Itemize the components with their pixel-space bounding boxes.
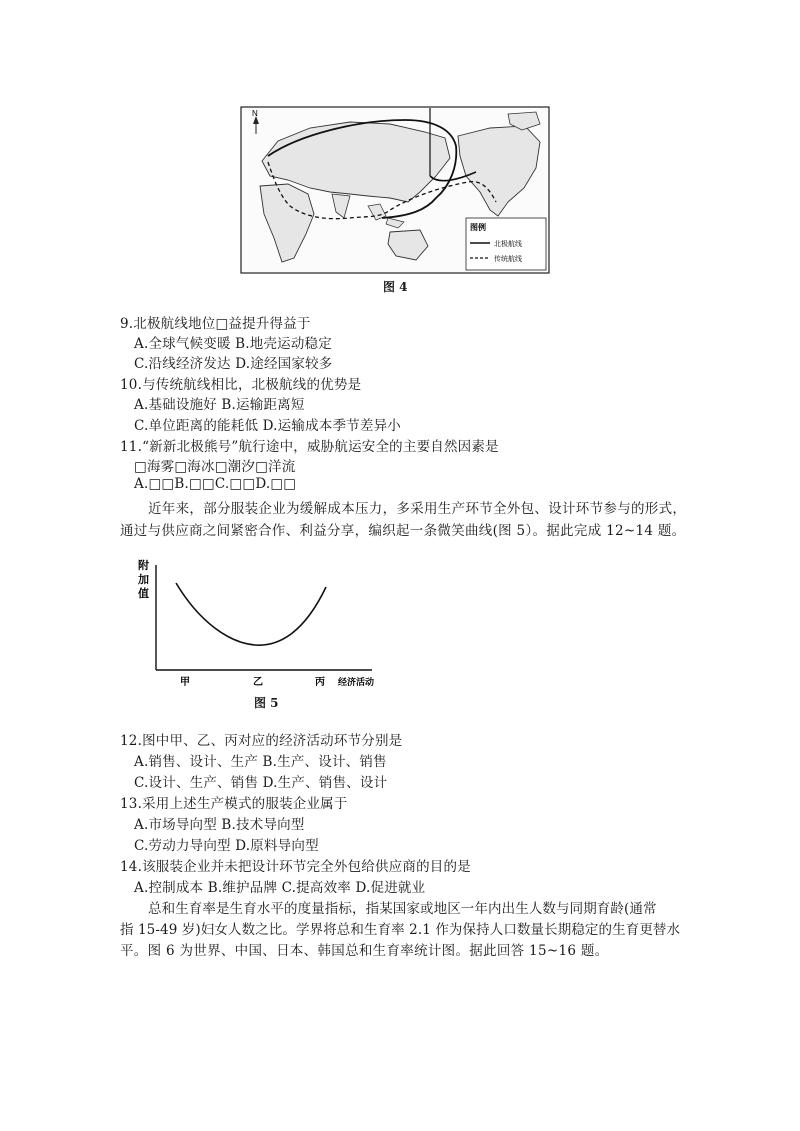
question-9-stem: 9.北极航线地位□益提升得益于: [120, 316, 311, 332]
figure4-caption: 图 4: [383, 280, 408, 294]
question-12-options-cd: C.设计、生产、销售 D.生产、销售、设计: [134, 775, 388, 791]
figure5-caption: 图 5: [254, 696, 279, 710]
x-tick-bing: 丙: [315, 677, 325, 688]
y-axis-label-2: 加: [138, 573, 149, 586]
question-11-stem: 11.“新新北极熊号”航行途中，威胁航运安全的主要自然因素是: [120, 439, 499, 455]
y-axis-label-3: 值: [138, 587, 149, 600]
smile-curve: [176, 583, 326, 645]
question-10-options-ab: A.基础设施好 B.运输距离短: [134, 397, 305, 413]
passage-fig6-line3: 平。图 6 为世界、中国、日本、韩国总和生育率统计图。据此回答 15~16 题。: [120, 943, 609, 959]
legend-arctic-label: 北极航线: [494, 240, 522, 248]
question-11-options: A.□□B.□□C.□□D.□□: [134, 476, 297, 492]
question-12-stem: 12.图中甲、乙、丙对应的经济活动环节分别是: [120, 733, 403, 749]
legend-title: 图例: [470, 223, 486, 232]
legend-traditional-label: 传统航线: [494, 255, 522, 263]
north-label: N: [252, 109, 258, 118]
question-9-options-ab: A.全球气候变暖 B.地壳运动稳定: [134, 336, 332, 352]
x-tick-yi: 乙: [253, 677, 263, 688]
arctic-route-map: [240, 106, 550, 274]
passage-fig6-line1: 总和生育率是生育水平的度量指标，指某国家或地区一年内出生人数与同期育龄(通常: [148, 901, 657, 917]
y-axis-label-1: 附: [138, 559, 149, 572]
x-tick-jia: 甲: [180, 677, 190, 688]
passage-fig5-line1: 近年来，部分服装企业为缓解成本压力，多采用生产环节全外包、设计环节参与的形式，: [148, 501, 687, 517]
question-10-options-cd: C.单位距离的能耗低 D.运输成本季节差异小: [134, 418, 401, 434]
map-legend: [466, 218, 546, 270]
x-axis-label: 经济活动: [338, 678, 375, 688]
question-14-stem: 14.该服装企业并未把设计环节完全外包给供应商的目的是: [120, 859, 471, 875]
question-13-options-cd: C.劳动力导向型 D.原料导向型: [134, 838, 319, 854]
question-9-options-cd: C.沿线经济发达 D.途经国家较多: [134, 356, 333, 372]
question-13-options-ab: A.市场导向型 B.技术导向型: [134, 817, 305, 833]
question-11-factors: □海雾□海冰□潮汐□洋流: [134, 459, 296, 475]
question-14-options: A.控制成本 B.维护品牌 C.提高效率 D.促进就业: [134, 880, 426, 896]
question-13-stem: 13.采用上述生产模式的服装企业属于: [120, 796, 348, 812]
passage-fig6-line2: 指 15-49 岁)妇女人数之比。学界将总和生育率 2.1 作为保持人口数量长期稳定的生育更替水: [120, 922, 681, 938]
passage-fig5-line2: 通过与供应商之间紧密合作、利益分享，编织起一条微笑曲线(图 5）。据此完成 12~14 题。: [120, 523, 686, 539]
question-10-stem: 10.与传统航线相比，北极航线的优势是: [120, 377, 362, 393]
question-12-options-ab: A.销售、设计、生产 B.生产、设计、销售: [134, 754, 387, 770]
